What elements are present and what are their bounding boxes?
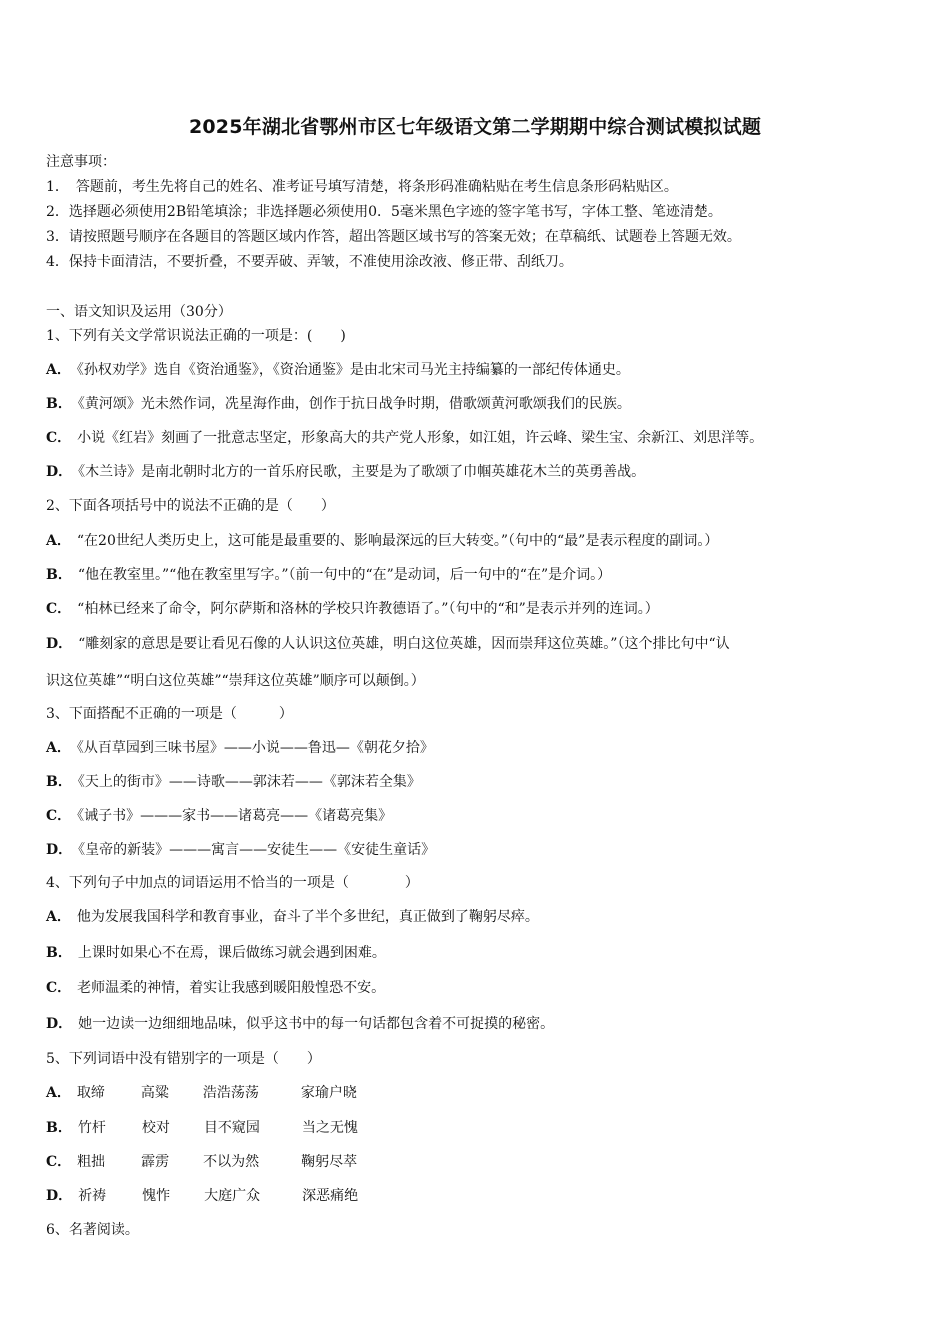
option-text: 上课时如果心不在焉，课后做练习就会遇到困难。	[77, 945, 386, 961]
option-label: A．	[46, 1085, 71, 1101]
question-stem: 1、下列有关文学常识说法正确的一项是：( )	[46, 328, 346, 344]
option-text: 《孙权劝学》选自《资治通鉴》，《资治通鉴》是由北宋司马光主持编纂的一部纪传体通史。	[76, 362, 630, 378]
word: 霹雳	[141, 1154, 170, 1170]
option-line	[46, 907, 539, 927]
option-line	[46, 360, 630, 380]
option-text: 《皇帝的新装》———寓言——安徒生——《安徒生童话》	[78, 842, 436, 858]
option-label: D．	[46, 1016, 73, 1032]
option-label: A．	[46, 362, 71, 378]
option-label: D．	[46, 636, 73, 652]
option-text: 《从百草园到三味书屋》——小说——鲁迅—《朝花夕拾》	[76, 740, 434, 756]
section-heading: 一、语文知识及运用（30分）	[46, 304, 232, 320]
word: 大庭广众	[204, 1188, 261, 1204]
question-stem: 3、下面搭配不正确的一项是（ ）	[46, 706, 293, 722]
option-label: A．	[46, 740, 71, 756]
option-text: 《诫子书》———家书——诸葛亮——《诸葛亮集》	[77, 808, 393, 824]
option-text: “雕刻家的意思是要让看见石像的人认识这位英雄，明白这位英雄，因而崇拜这位英雄。”（这个排比句中“认	[78, 636, 730, 652]
option-line	[46, 531, 718, 551]
option-text: “他在教室里。”“他在教室里写字。”（前一句中的“在”是动词，后一句中的“在”是介词。）	[77, 567, 612, 583]
option-text: “柏林已经来了命令，阿尔萨斯和洛林的学校只许教德语了。”（句中的“和”是表示并列的连词。）	[77, 601, 659, 617]
option-line	[46, 1014, 554, 1034]
option-line	[46, 1118, 358, 1138]
option-line	[46, 806, 392, 826]
option-label: C．	[46, 980, 72, 996]
option-label: B．	[46, 396, 72, 412]
option-label: C．	[46, 601, 72, 617]
question-stem: 6、名著阅读。	[46, 1222, 139, 1238]
word: 目不窥园	[203, 1120, 260, 1136]
option-text: 《天上的街市》——诗歌——郭沫若——《郭沫若全集》	[77, 774, 421, 790]
notice-item: 2．选择题必须使用2B铅笔填涂；非选择题必须使用0．5毫米黑色字迹的签字笔书写，字体工整、笔迹清楚。	[46, 204, 722, 220]
option-text: 小说《红岩》刻画了一批意志坚定，形象高大的共产党人形象，如江姐，许云峰、梁生宝、余新江、刘思洋等。	[77, 430, 764, 446]
option-text: 他为发展我国科学和教育事业，奋斗了半个多世纪，真正做到了鞠躬尽瘁。	[76, 909, 539, 925]
option-line	[46, 772, 421, 792]
option-label: C．	[46, 808, 72, 824]
option-line	[46, 1186, 358, 1206]
notice-item: 3．请按照题号顺序在各题目的答题区域内作答，超出答题区域书写的答案无效；在草稿纸、试题卷上答题无效。	[46, 229, 741, 245]
option-line	[46, 394, 631, 414]
word: 取缔	[76, 1085, 105, 1101]
option-label: B．	[46, 1120, 72, 1136]
option-text: 老师温柔的神情，着实让我感到暖阳般惶恐不安。	[77, 980, 386, 996]
question-stem: 4、下列句子中加点的词语运用不恰当的一项是（ ）	[46, 875, 419, 891]
option-line	[46, 840, 435, 860]
word: 高粱	[140, 1085, 169, 1101]
option-label: D．	[46, 464, 73, 480]
option-label: A．	[46, 909, 71, 925]
word: 粗拙	[77, 1154, 106, 1170]
option-line	[46, 565, 611, 585]
option-line	[46, 462, 645, 482]
notice-item: 1． 答题前，考生先将自己的姓名、准考证号填写清楚，将条形码准确粘贴在考生信息条形码粘贴区。	[46, 179, 678, 195]
word: 竹杆	[77, 1120, 106, 1136]
option-label: B．	[46, 774, 72, 790]
option-text: “在20世纪人类历史上，这可能是最重要的、影响最深远的巨大转变。”（句中的“最”是表示程度的副词。）	[76, 533, 719, 549]
option-line	[46, 428, 763, 448]
page-title: 2025年湖北省鄂州市区七年级语文第二学期期中综合测试模拟试题	[188, 116, 762, 138]
option-line	[46, 1152, 357, 1172]
word: 不以为然	[203, 1154, 260, 1170]
word: 深恶痛绝	[302, 1188, 359, 1204]
option-label: B．	[46, 567, 72, 583]
word: 浩浩荡荡	[202, 1085, 259, 1101]
option-line	[46, 634, 730, 654]
question-stem: 2、下面各项括号中的说法不正确的是（ ）	[46, 498, 335, 514]
option-label: D．	[46, 1188, 73, 1204]
option-line	[46, 1083, 357, 1103]
word: 祈祷	[78, 1188, 107, 1204]
option-label: C．	[46, 430, 72, 446]
option-continuation: 识这位英雄”“明白这位英雄”“崇拜这位英雄”顺序可以颠倒。）	[46, 673, 425, 689]
word: 愧怍	[142, 1188, 171, 1204]
word: 校对	[141, 1120, 170, 1136]
option-line	[46, 943, 386, 963]
option-label: C．	[46, 1154, 72, 1170]
option-line	[46, 738, 434, 758]
option-line	[46, 599, 659, 619]
word: 鞠躬尽萃	[301, 1154, 358, 1170]
option-label: D．	[46, 842, 73, 858]
option-text: 《木兰诗》是南北朝时北方的一首乐府民歌，主要是为了歌颂了巾帼英雄花木兰的英勇善战。	[78, 464, 646, 480]
option-label: B．	[46, 945, 72, 961]
option-line	[46, 978, 385, 998]
word: 当之无愧	[301, 1120, 358, 1136]
question-stem: 5、下列词语中没有错别字的一项是（ ）	[46, 1051, 321, 1067]
option-label: A．	[46, 533, 71, 549]
notice-item: 4．保持卡面清洁，不要折叠，不要弄破、弄皱，不准使用涂改液、修正带、刮纸刀。	[46, 254, 573, 270]
word: 家瑜户晓	[300, 1085, 357, 1101]
option-text: 《黄河颂》光未然作词，冼星海作曲，创作于抗日战争时期，借歌颂黄河歌颂我们的民族。	[77, 396, 631, 412]
notice-heading: 注意事项：	[46, 154, 116, 170]
option-text: 她一边读一边细细地品味，似乎这书中的每一句话都包含着不可捉摸的秘密。	[78, 1016, 555, 1032]
